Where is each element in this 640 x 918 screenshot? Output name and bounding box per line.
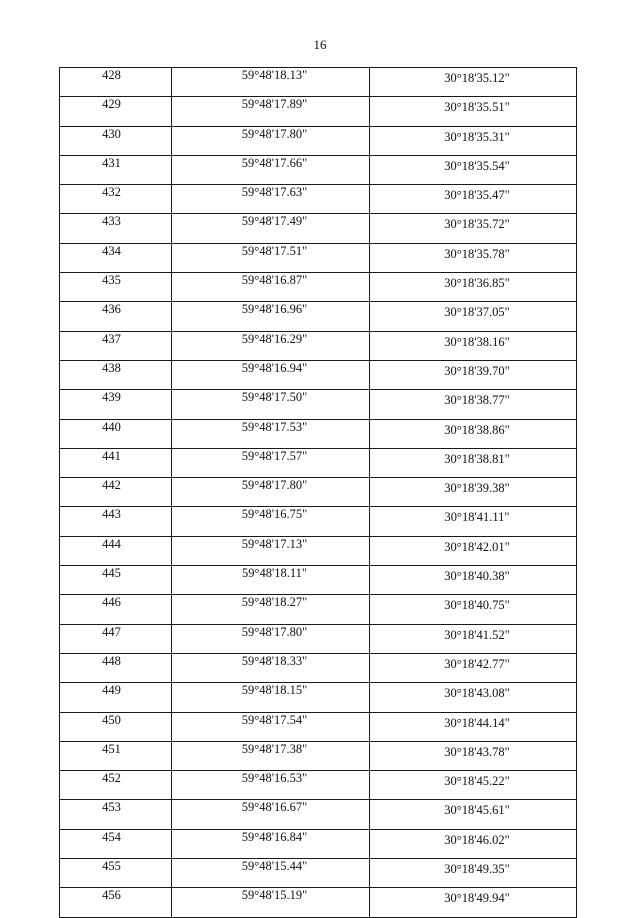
point-number-cell: 451 bbox=[60, 741, 172, 770]
point-number-cell: 455 bbox=[60, 859, 172, 888]
latitude-cell: 59°48'17.66" bbox=[172, 155, 370, 184]
latitude-cell: 59°48'18.33" bbox=[172, 653, 370, 682]
point-number-cell: 453 bbox=[60, 800, 172, 829]
point-number-cell: 443 bbox=[60, 507, 172, 536]
latitude-cell: 59°48'16.84" bbox=[172, 829, 370, 858]
table-row bbox=[60, 185, 577, 214]
table-row bbox=[60, 360, 577, 389]
longitude-cell: 30°18'35.31" bbox=[370, 126, 577, 155]
point-number-cell: 440 bbox=[60, 419, 172, 448]
longitude-cell: 30°18'36.85" bbox=[370, 273, 577, 302]
latitude-cell: 59°48'18.11" bbox=[172, 566, 370, 595]
table-row bbox=[60, 653, 577, 682]
point-number-cell: 446 bbox=[60, 595, 172, 624]
longitude-cell: 30°18'40.38" bbox=[370, 566, 577, 595]
latitude-cell: 59°48'17.51" bbox=[172, 243, 370, 272]
longitude-cell: 30°18'49.35" bbox=[370, 859, 577, 888]
longitude-cell: 30°18'42.77" bbox=[370, 653, 577, 682]
latitude-cell: 59°48'16.29" bbox=[172, 331, 370, 360]
point-number-cell: 441 bbox=[60, 448, 172, 477]
table-row bbox=[60, 741, 577, 770]
latitude-cell: 59°48'17.63" bbox=[172, 185, 370, 214]
point-number-cell: 445 bbox=[60, 566, 172, 595]
point-number-cell: 438 bbox=[60, 360, 172, 389]
longitude-cell: 30°18'40.75" bbox=[370, 595, 577, 624]
longitude-cell: 30°18'38.86" bbox=[370, 419, 577, 448]
latitude-cell: 59°48'15.19" bbox=[172, 888, 370, 917]
longitude-cell: 30°18'45.22" bbox=[370, 771, 577, 800]
longitude-cell: 30°18'39.70" bbox=[370, 360, 577, 389]
table-row bbox=[60, 68, 577, 97]
longitude-cell: 30°18'35.72" bbox=[370, 214, 577, 243]
longitude-cell: 30°18'38.16" bbox=[370, 331, 577, 360]
table-row bbox=[60, 507, 577, 536]
point-number-cell: 442 bbox=[60, 478, 172, 507]
table-row bbox=[60, 390, 577, 419]
table-row bbox=[60, 888, 577, 917]
table-row bbox=[60, 97, 577, 126]
table-row bbox=[60, 536, 577, 565]
point-number-cell: 448 bbox=[60, 653, 172, 682]
point-number-cell: 435 bbox=[60, 273, 172, 302]
longitude-cell: 30°18'35.51" bbox=[370, 97, 577, 126]
latitude-cell: 59°48'16.53" bbox=[172, 771, 370, 800]
longitude-cell: 30°18'43.78" bbox=[370, 741, 577, 770]
latitude-cell: 59°48'18.27" bbox=[172, 595, 370, 624]
table-row bbox=[60, 448, 577, 477]
table-row bbox=[60, 155, 577, 184]
longitude-cell: 30°18'35.12" bbox=[370, 68, 577, 97]
point-number-cell: 454 bbox=[60, 829, 172, 858]
latitude-cell: 59°48'17.50" bbox=[172, 390, 370, 419]
point-number-cell: 428 bbox=[60, 68, 172, 97]
latitude-cell: 59°48'17.53" bbox=[172, 419, 370, 448]
latitude-cell: 59°48'16.87" bbox=[172, 273, 370, 302]
latitude-cell: 59°48'18.15" bbox=[172, 683, 370, 712]
page-number: 16 bbox=[313, 37, 327, 52]
latitude-cell: 59°48'17.13" bbox=[172, 536, 370, 565]
longitude-cell: 30°18'35.47" bbox=[370, 185, 577, 214]
point-number-cell: 444 bbox=[60, 536, 172, 565]
point-number-cell: 432 bbox=[60, 185, 172, 214]
table-row bbox=[60, 800, 577, 829]
point-number-cell: 447 bbox=[60, 624, 172, 653]
point-number-cell: 429 bbox=[60, 97, 172, 126]
point-number-cell: 431 bbox=[60, 155, 172, 184]
table-row bbox=[60, 126, 577, 155]
longitude-cell: 30°18'39.38" bbox=[370, 478, 577, 507]
latitude-cell: 59°48'16.96" bbox=[172, 302, 370, 331]
point-number-cell: 436 bbox=[60, 302, 172, 331]
latitude-cell: 59°48'16.67" bbox=[172, 800, 370, 829]
table-row bbox=[60, 624, 577, 653]
point-number-cell: 449 bbox=[60, 683, 172, 712]
latitude-cell: 59°48'17.89" bbox=[172, 97, 370, 126]
latitude-cell: 59°48'17.80" bbox=[172, 126, 370, 155]
longitude-cell: 30°18'38.77" bbox=[370, 390, 577, 419]
latitude-cell: 59°48'17.80" bbox=[172, 624, 370, 653]
latitude-cell: 59°48'17.38" bbox=[172, 741, 370, 770]
table-row bbox=[60, 859, 577, 888]
table-row bbox=[60, 829, 577, 858]
latitude-cell: 59°48'16.94" bbox=[172, 360, 370, 389]
longitude-cell: 30°18'45.61" bbox=[370, 800, 577, 829]
longitude-cell: 30°18'44.14" bbox=[370, 712, 577, 741]
point-number-cell: 430 bbox=[60, 126, 172, 155]
latitude-cell: 59°48'18.13" bbox=[172, 68, 370, 97]
table-row bbox=[60, 478, 577, 507]
longitude-cell: 30°18'43.08" bbox=[370, 683, 577, 712]
latitude-cell: 59°48'16.75" bbox=[172, 507, 370, 536]
point-number-cell: 450 bbox=[60, 712, 172, 741]
table-row bbox=[60, 331, 577, 360]
latitude-cell: 59°48'15.44" bbox=[172, 859, 370, 888]
point-number-cell: 437 bbox=[60, 331, 172, 360]
table-row bbox=[60, 214, 577, 243]
longitude-cell: 30°18'41.11" bbox=[370, 507, 577, 536]
longitude-cell: 30°18'49.94" bbox=[370, 888, 577, 917]
longitude-cell: 30°18'38.81" bbox=[370, 448, 577, 477]
longitude-cell: 30°18'46.02" bbox=[370, 829, 577, 858]
table-row bbox=[60, 566, 577, 595]
table-row bbox=[60, 302, 577, 331]
table-row bbox=[60, 683, 577, 712]
table-row bbox=[60, 273, 577, 302]
longitude-cell: 30°18'42.01" bbox=[370, 536, 577, 565]
longitude-cell: 30°18'35.54" bbox=[370, 155, 577, 184]
table-row bbox=[60, 712, 577, 741]
point-number-cell: 439 bbox=[60, 390, 172, 419]
point-number-cell: 452 bbox=[60, 771, 172, 800]
latitude-cell: 59°48'17.54" bbox=[172, 712, 370, 741]
longitude-cell: 30°18'37.05" bbox=[370, 302, 577, 331]
latitude-cell: 59°48'17.57" bbox=[172, 448, 370, 477]
longitude-cell: 30°18'41.52" bbox=[370, 624, 577, 653]
coordinates-table bbox=[59, 67, 577, 918]
table-row bbox=[60, 419, 577, 448]
latitude-cell: 59°48'17.80" bbox=[172, 478, 370, 507]
point-number-cell: 456 bbox=[60, 888, 172, 917]
table-row bbox=[60, 243, 577, 272]
table-row bbox=[60, 595, 577, 624]
table-row bbox=[60, 771, 577, 800]
point-number-cell: 434 bbox=[60, 243, 172, 272]
coordinates-table-body bbox=[60, 68, 577, 918]
latitude-cell: 59°48'17.49" bbox=[172, 214, 370, 243]
longitude-cell: 30°18'35.78" bbox=[370, 243, 577, 272]
point-number-cell: 433 bbox=[60, 214, 172, 243]
